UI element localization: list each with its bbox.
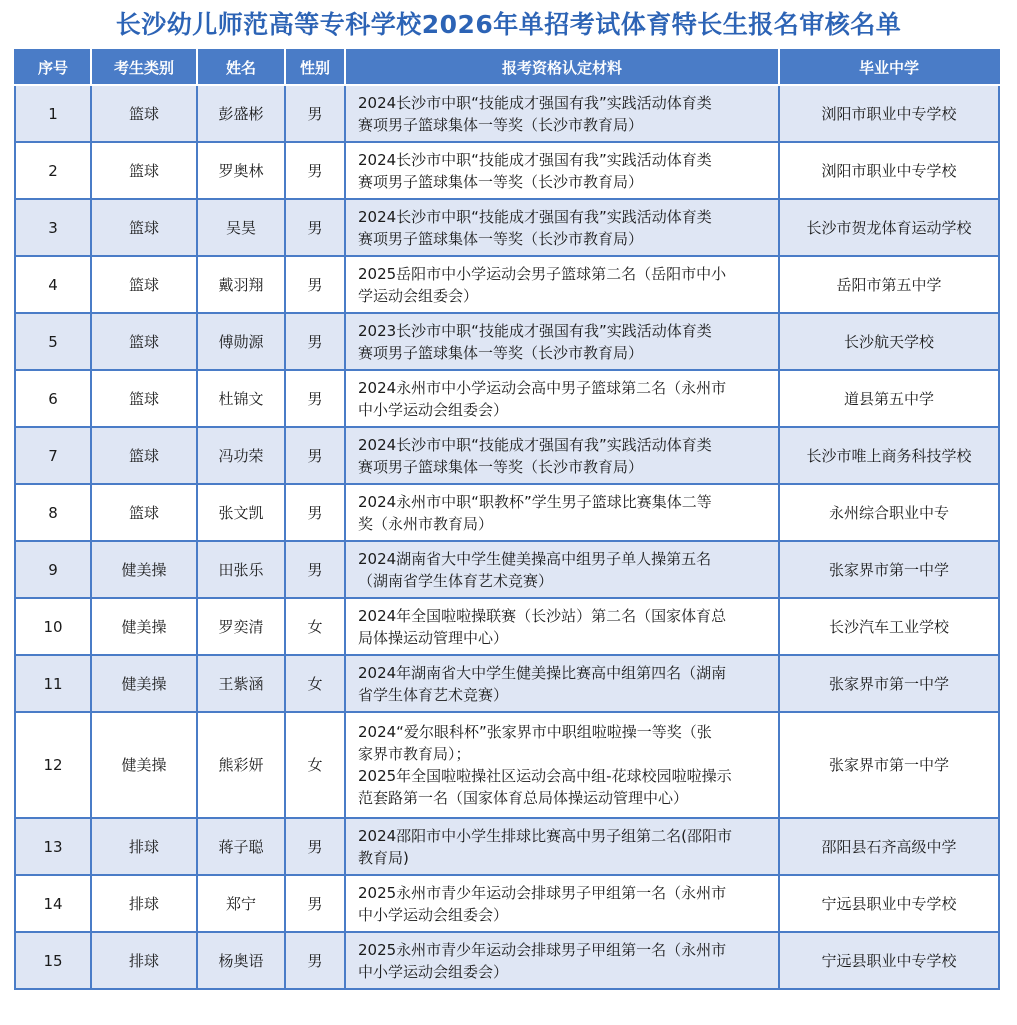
- cell-name: 吴昊: [197, 199, 285, 256]
- cell-school: 浏阳市职业中专学校: [779, 142, 999, 199]
- material-line: 家界市教育局）；: [358, 745, 471, 763]
- cell-category: 篮球: [91, 199, 197, 256]
- cell-name: 杜锦文: [197, 370, 285, 427]
- cell-no: 3: [15, 199, 91, 256]
- header-category: 考生类别: [91, 50, 197, 85]
- material-line: 2024“爱尔眼科杯”张家界市中职组啦啦操一等奖（张: [358, 723, 712, 741]
- cell-name: 熊彩妍: [197, 712, 285, 818]
- cell-name: 彭盛彬: [197, 85, 285, 142]
- material-line: 教育局): [358, 848, 409, 867]
- header-gender: 性别: [285, 50, 345, 85]
- cell-name: 罗奥林: [197, 142, 285, 199]
- cell-name: 田张乐: [197, 541, 285, 598]
- material-line: 省学生体育艺术竞赛）: [358, 685, 509, 704]
- table-row: [15, 484, 999, 541]
- cell-no: 14: [15, 875, 91, 932]
- cell-name: 罗奕清: [197, 598, 285, 655]
- cell-school: 永州综合职业中专: [779, 484, 999, 541]
- material-line: 2024长沙市中职“技能成才强国有我”实践活动体育类: [358, 435, 712, 454]
- cell-material: [345, 142, 779, 199]
- cell-name: 戴羽翔: [197, 256, 285, 313]
- cell-gender: 女: [285, 655, 345, 712]
- cell-no: 13: [15, 818, 91, 875]
- cell-gender: 男: [285, 142, 345, 199]
- material-line: 中小学运动会组委会）: [358, 905, 509, 924]
- cell-material: [345, 655, 779, 712]
- cell-gender: 男: [285, 313, 345, 370]
- material-line: 赛项男子篮球集体一等奖（长沙市教育局）: [358, 343, 644, 362]
- cell-category: 健美操: [91, 712, 197, 818]
- cell-gender: 男: [285, 370, 345, 427]
- cell-material: [345, 484, 779, 541]
- cell-material: [345, 712, 779, 818]
- cell-material: [345, 875, 779, 932]
- roster-table: [14, 49, 1000, 990]
- cell-name: 郑宁: [197, 875, 285, 932]
- material-line: 局体操运动管理中心）: [358, 628, 509, 647]
- cell-category: 篮球: [91, 142, 197, 199]
- material-line: 2025岳阳市中小学运动会男子篮球第二名（岳阳市中小: [358, 264, 727, 283]
- material-line: 赛项男子篮球集体一等奖（长沙市教育局）: [358, 172, 644, 191]
- material-line: 赛项男子篮球集体一等奖（长沙市教育局）: [358, 115, 644, 134]
- cell-category: 排球: [91, 875, 197, 932]
- material-line: 赛项男子篮球集体一等奖（长沙市教育局）: [358, 229, 644, 248]
- material-line: 2024长沙市中职“技能成才强国有我”实践活动体育类: [358, 93, 712, 112]
- cell-gender: 男: [285, 541, 345, 598]
- material-line: 2024永州市中职“职教杯”学生男子篮球比赛集体二等: [358, 492, 712, 511]
- cell-category: 排球: [91, 932, 197, 989]
- cell-no: 9: [15, 541, 91, 598]
- cell-no: 11: [15, 655, 91, 712]
- cell-material: [345, 85, 779, 142]
- cell-category: 篮球: [91, 256, 197, 313]
- table-row: [15, 875, 999, 932]
- cell-gender: 男: [285, 484, 345, 541]
- cell-gender: 男: [285, 256, 345, 313]
- cell-material: [345, 541, 779, 598]
- material-line: 范套路第一名（国家体育总局体操运动管理中心）: [358, 789, 689, 807]
- page-title: 长沙幼儿师范高等专科学校2026年单招考试体育特长生报名审核名单: [115, 10, 902, 39]
- cell-no: 10: [15, 598, 91, 655]
- cell-school: 长沙市唯上商务科技学校: [779, 427, 999, 484]
- cell-gender: 男: [285, 932, 345, 989]
- cell-no: 1: [15, 85, 91, 142]
- table-header-row: [15, 50, 999, 85]
- cell-school: 长沙汽车工业学校: [779, 598, 999, 655]
- material-line: 2025年全国啦啦操社区运动会高中组-花球校园啦啦操示: [358, 767, 732, 785]
- cell-category: 篮球: [91, 484, 197, 541]
- cell-name: 傅勋源: [197, 313, 285, 370]
- material-line: 2024年全国啦啦操联赛（长沙站）第二名（国家体育总: [358, 606, 727, 625]
- cell-name: 蒋子聪: [197, 818, 285, 875]
- cell-no: 12: [15, 712, 91, 818]
- cell-name: 杨奥语: [197, 932, 285, 989]
- table-row: [15, 256, 999, 313]
- cell-no: 15: [15, 932, 91, 989]
- cell-category: 健美操: [91, 598, 197, 655]
- material-line: 中小学运动会组委会）: [358, 962, 509, 981]
- table-row: [15, 370, 999, 427]
- cell-name: 张文凯: [197, 484, 285, 541]
- cell-no: 6: [15, 370, 91, 427]
- cell-school: 宁远县职业中专学校: [779, 875, 999, 932]
- cell-no: 8: [15, 484, 91, 541]
- cell-school: 邵阳县石齐高级中学: [779, 818, 999, 875]
- cell-gender: 男: [285, 199, 345, 256]
- header-no: 序号: [15, 50, 91, 85]
- material-line: 2025永州市青少年运动会排球男子甲组第一名（永州市: [358, 883, 727, 902]
- cell-category: 健美操: [91, 655, 197, 712]
- material-line: 奖（永州市教育局）: [358, 514, 494, 533]
- cell-no: 5: [15, 313, 91, 370]
- table-row: [15, 598, 999, 655]
- table-row: [15, 427, 999, 484]
- cell-school: 张家界市第一中学: [779, 541, 999, 598]
- cell-category: 篮球: [91, 427, 197, 484]
- cell-school: 张家界市第一中学: [779, 655, 999, 712]
- cell-no: 7: [15, 427, 91, 484]
- cell-material: [345, 370, 779, 427]
- cell-school: 浏阳市职业中专学校: [779, 85, 999, 142]
- material-line: 学运动会组委会）: [358, 286, 479, 305]
- material-line: 2024长沙市中职“技能成才强国有我”实践活动体育类: [358, 150, 712, 169]
- material-line: 2024湖南省大中学生健美操高中组男子单人操第五名: [358, 549, 712, 568]
- header-name: 姓名: [197, 50, 285, 85]
- material-line: 2024永州市中小学运动会高中男子篮球第二名（永州市: [358, 378, 727, 397]
- cell-gender: 男: [285, 427, 345, 484]
- table-row: [15, 142, 999, 199]
- cell-name: 冯功荣: [197, 427, 285, 484]
- header-school: 毕业中学: [779, 50, 999, 85]
- cell-material: [345, 818, 779, 875]
- table-body: [15, 85, 999, 989]
- cell-no: 4: [15, 256, 91, 313]
- cell-gender: 女: [285, 598, 345, 655]
- material-line: （湖南省学生体育艺术竞赛）: [358, 571, 554, 590]
- cell-gender: 男: [285, 818, 345, 875]
- cell-material: [345, 598, 779, 655]
- cell-category: 健美操: [91, 541, 197, 598]
- cell-material: [345, 932, 779, 989]
- table-row: [15, 818, 999, 875]
- cell-category: 篮球: [91, 85, 197, 142]
- cell-school: 岳阳市第五中学: [779, 256, 999, 313]
- cell-gender: 男: [285, 875, 345, 932]
- table-row: [15, 541, 999, 598]
- cell-material: [345, 427, 779, 484]
- material-line: 赛项男子篮球集体一等奖（长沙市教育局）: [358, 457, 644, 476]
- cell-material: [345, 313, 779, 370]
- cell-school: 长沙市贺龙体育运动学校: [779, 199, 999, 256]
- table-row: [15, 85, 999, 142]
- material-line: 2025永州市青少年运动会排球男子甲组第一名（永州市: [358, 940, 727, 959]
- cell-gender: 男: [285, 85, 345, 142]
- cell-school: 宁远县职业中专学校: [779, 932, 999, 989]
- material-line: 2023长沙市中职“技能成才强国有我”实践活动体育类: [358, 321, 712, 340]
- cell-school: 长沙航天学校: [779, 313, 999, 370]
- cell-material: [345, 256, 779, 313]
- cell-gender: 女: [285, 712, 345, 818]
- material-line: 中小学运动会组委会）: [358, 400, 509, 419]
- table-row: [15, 313, 999, 370]
- cell-no: 2: [15, 142, 91, 199]
- material-line: 2024年湖南省大中学生健美操比赛高中组第四名（湖南: [358, 663, 727, 682]
- cell-category: 篮球: [91, 370, 197, 427]
- cell-material: [345, 199, 779, 256]
- cell-school: 道县第五中学: [779, 370, 999, 427]
- table-row: [15, 712, 999, 818]
- material-line: 2024邵阳市中小学生排球比赛高中男子组第二名(邵阳市: [358, 826, 733, 845]
- cell-category: 排球: [91, 818, 197, 875]
- table-row: [15, 932, 999, 989]
- table-row: [15, 655, 999, 712]
- table-row: [15, 199, 999, 256]
- cell-category: 篮球: [91, 313, 197, 370]
- material-line: 2024长沙市中职“技能成才强国有我”实践活动体育类: [358, 207, 712, 226]
- header-material: 报考资格认定材料: [345, 50, 779, 85]
- cell-name: 王紫涵: [197, 655, 285, 712]
- cell-school: 张家界市第一中学: [779, 712, 999, 818]
